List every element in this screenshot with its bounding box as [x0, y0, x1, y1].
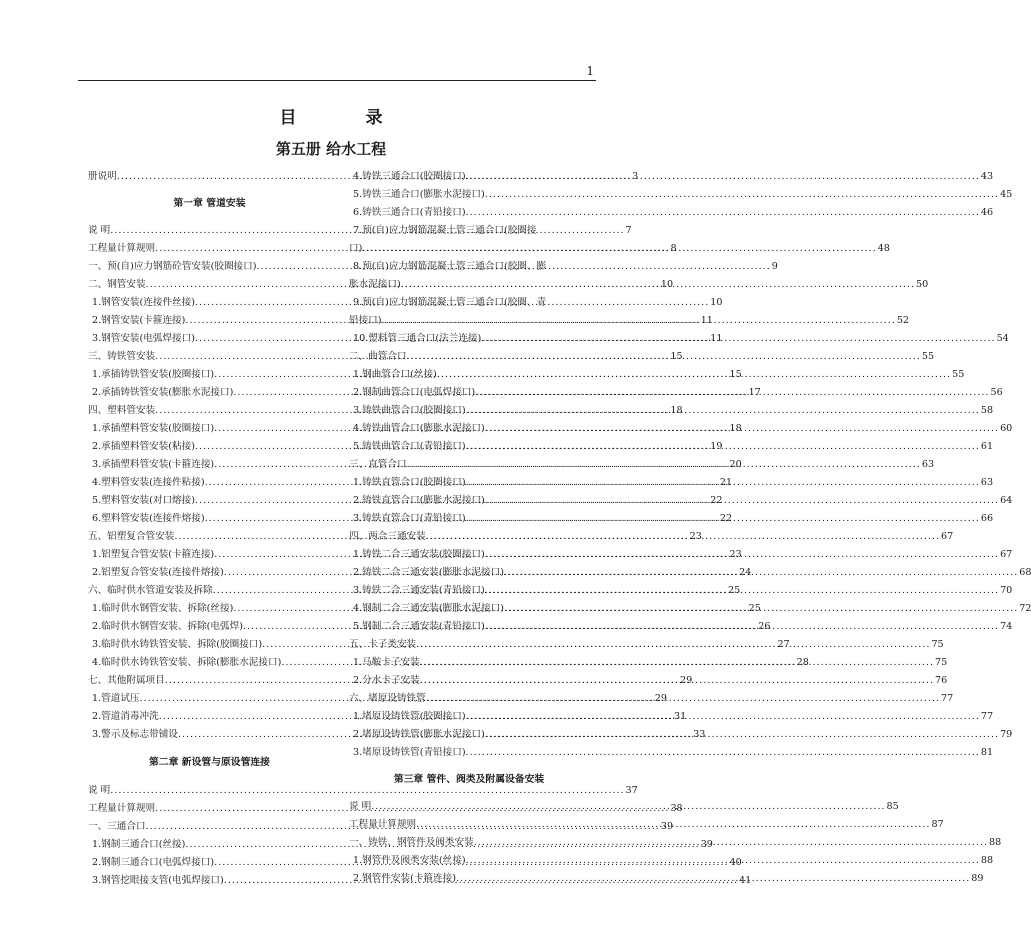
toc-entry-page: 89: [971, 873, 984, 884]
dot-leader: [466, 168, 980, 186]
toc-entry-label: 2.承插塑料管安装(粘接): [92, 441, 195, 452]
toc-entry-page: 45: [1000, 189, 1013, 200]
toc-entry-page: 21: [719, 477, 733, 488]
chapter-heading: 第一章 管道安装: [173, 198, 246, 209]
dot-leader: [437, 366, 951, 384]
toc-entry-page: 7: [625, 225, 632, 236]
toc-entry-label: 5.塑料管安装(对口熔接): [92, 495, 195, 506]
toc-entry-page: 88: [989, 837, 1002, 848]
toc-entry-page: 68: [1019, 567, 1031, 578]
dot-leader: [362, 240, 876, 258]
dot-leader: [485, 618, 999, 636]
toc-entry-label: 3.堵原设铸铁管(青铅接口): [353, 747, 466, 758]
toc-entry-page: 63: [921, 459, 935, 470]
toc-entry-label: 1.铸铁二合三通安装(胶圈接口): [353, 549, 485, 560]
toc-entry-page: 76: [935, 675, 948, 686]
toc-entry-label: 1.马鞍卡子安装: [353, 657, 420, 668]
chapter-heading: 第二章 新设管与原设管连接: [149, 757, 270, 768]
toc-entry-page: 10: [710, 297, 723, 308]
toc-entry-page: 52: [896, 315, 910, 326]
toc-entry-label: 说 明: [88, 225, 111, 236]
document-title: 目 录: [279, 108, 409, 128]
toc-entry-page: 29: [680, 675, 693, 686]
toc-entry-page: 31: [674, 711, 687, 722]
toc-entry-page: 75: [935, 657, 948, 668]
toc-entry-label: 7.预(自)应力钢筋混凝土管三通合口(胶圈接: [353, 225, 537, 236]
toc-entry-label: 1.堵原设铸铁管(胶圈接口): [353, 711, 466, 722]
toc-entry-label: 1.钢管件及阀类安装(丝接): [353, 855, 466, 866]
toc-entry-label: 工程量计算规则: [88, 803, 156, 814]
toc-entry-label: 3.钢管挖眼接支管(电弧焊接口): [92, 875, 224, 886]
header-rule: [78, 80, 596, 81]
spacer: [88, 744, 331, 754]
toc-entry-page: 66: [980, 513, 994, 524]
toc-entry-label: 六、临时供水管道安装及拆除: [88, 585, 213, 596]
volume-title: 第五册 给水工程: [275, 140, 387, 158]
toc-entry-label: 一、铸铁、钢管件及阀类安装: [349, 837, 474, 848]
toc-entry-label: 2.铸铁直管合口(膨胀水泥接口): [353, 495, 485, 506]
toc-entry-page: 75: [931, 639, 944, 650]
toc-entry-page: 41: [739, 875, 752, 886]
toc-entry-page: 77: [941, 693, 954, 704]
toc-entry-label: 2.铝塑复合管安装(连接件熔接): [92, 567, 224, 578]
toc-entry-label: 6.塑料管安装(连接件熔接): [92, 513, 205, 524]
toc-entry-page: 74: [1000, 621, 1013, 632]
toc-entry-label: 一、三通合口: [88, 821, 146, 832]
toc-entry-label: 五、铝塑复合管安装: [88, 531, 175, 542]
toc-entry-label: 4.钢制二合三通安装(膨胀水泥接口): [353, 603, 504, 614]
toc-entry-line1: [349, 222, 589, 240]
toc-entry-label: 9.预(自)应力钢筋混凝土管三通合口(胶圈、青: [353, 297, 547, 308]
toc-entry-page: 55: [921, 351, 935, 362]
toc-entry-label: 七、其他附属项目: [88, 675, 165, 686]
toc-entry-page: 56: [990, 387, 1003, 398]
dot-leader: [504, 564, 1018, 582]
toc-entry-label: 2.钢管件安装(卡箍连接): [353, 873, 456, 884]
dot-leader: [456, 870, 970, 888]
toc-entry-label: 3.临时供水铸铁管安装、拆除(胶圈接口): [92, 639, 263, 650]
toc-entry-page: 23: [689, 531, 702, 542]
toc-entry-label: 3.铸铁曲管合口(胶圈接口): [353, 405, 466, 416]
toc-entry-page: 67: [1000, 549, 1013, 560]
dot-leader: [466, 744, 980, 762]
toc-entry-label-cont: 铅接口): [349, 315, 382, 326]
dot-leader: [420, 672, 934, 690]
toc-entry-label: 3.警示及标志带铺设: [92, 729, 178, 740]
dot-leader: [485, 546, 999, 564]
toc-entry-label: 3.铸铁二合三通安装(青铅接口): [353, 585, 485, 596]
toc-entry-page: 50: [916, 279, 929, 290]
toc-entry-page: 81: [980, 747, 994, 758]
toc-entry-label: 2.分水卡子安装: [353, 675, 420, 686]
toc-entry: [349, 186, 1013, 204]
toc-entry-page: 70: [1000, 585, 1013, 596]
toc-entry-page: 63: [980, 477, 994, 488]
toc-entry-page: 48: [877, 243, 890, 254]
toc-entry-page: 46: [980, 207, 994, 218]
toc-entry-label: 1.钢曲管合口(丝接): [353, 369, 437, 380]
dot-leader: [466, 474, 980, 492]
toc-entry-page: 20: [729, 459, 742, 470]
toc-entry-label: 1.钢管安装(连接件丝接): [92, 297, 195, 308]
toc-entry-label: 1.管道试压: [92, 693, 140, 704]
toc-entry-label: 5.铸铁三通合口(膨胀水泥接口): [353, 189, 485, 200]
toc-entry-page: 79: [1000, 729, 1013, 740]
dot-leader: [466, 402, 980, 420]
page-number: 1: [586, 64, 594, 78]
dot-leader: [416, 636, 930, 654]
toc-entry-line1: [349, 294, 589, 312]
toc-entry-page: 15: [670, 351, 683, 362]
dot-leader: [382, 312, 896, 330]
toc-entry-page: 39: [700, 839, 713, 850]
toc-entry-label: 1.钢制三通合口(丝接): [92, 839, 186, 850]
toc-entry-page: 55: [952, 369, 965, 380]
toc-entry-label: 1.承插塑料管安装(胶圈接口): [92, 423, 215, 434]
toc-entry-label: 4.塑料管安装(连接件粘接): [92, 477, 205, 488]
toc-entry-page: 27: [777, 639, 790, 650]
toc-entry-label: 1.临时供水钢管安装、拆除(丝接): [92, 603, 234, 614]
spacer: [88, 186, 331, 195]
toc-entry-label-cont: 胀水泥接口): [349, 279, 401, 290]
toc-entry-page: 77: [980, 711, 994, 722]
dot-leader: [475, 384, 989, 402]
toc-entry-label: 8.预(自)应力钢筋混凝土管三通合口(胶圈、膨: [353, 261, 547, 272]
toc-entry-page: 19: [710, 441, 723, 452]
toc-entry-label: 2.管道消毒冲洗: [92, 711, 159, 722]
dot-leader: [466, 708, 980, 726]
toc-entry-page: 22: [719, 513, 733, 524]
toc-entry-page: 43: [980, 171, 994, 182]
toc-entry-label: 说 明: [88, 785, 111, 796]
dot-leader: [504, 600, 1018, 618]
toc-entry-label: 三、直管合口: [349, 459, 407, 470]
toc-entry-label: 1.铝塑复合管安装(卡箍连接): [92, 549, 215, 560]
dot-leader: [466, 852, 980, 870]
toc-entry-page: 58: [980, 405, 994, 416]
toc-entry-page: 17: [748, 387, 761, 398]
toc-entry-page: 38: [670, 803, 683, 814]
toc-entry-label: 4.临时供水铸铁管安装、拆除(膨胀水泥接口): [92, 657, 282, 668]
dot-leader: [371, 798, 885, 816]
toc-entry-page: 25: [748, 603, 761, 614]
toc-entry-label: 工程量计算规则: [349, 819, 417, 830]
toc-entry-page: 10: [660, 279, 674, 290]
toc-entry-label: 册说明: [88, 171, 117, 182]
toc-entry: [88, 782, 638, 800]
toc-entry-label: 3.承插塑料管安装(卡箍连接): [92, 459, 215, 470]
toc-entry-label: 2.铸铁二合三通安装(膨胀水泥接口): [353, 567, 504, 578]
toc-entry-page: 22: [710, 495, 723, 506]
toc-entry-page: 39: [660, 821, 674, 832]
toc-entry-page: 54: [996, 333, 1009, 344]
dot-leader: [426, 690, 940, 708]
toc-entry-label-cont: 口): [349, 243, 363, 254]
toc-entry-label: 四、塑料管安装: [88, 405, 156, 416]
toc-entry-page: 85: [886, 801, 899, 812]
dot-leader: [420, 654, 934, 672]
spacer: [88, 213, 331, 222]
toc-entry-page: 29: [654, 693, 668, 704]
toc-entry-page: 3: [632, 171, 639, 182]
toc-entry-page: 25: [728, 585, 741, 596]
dot-leader: [481, 330, 995, 348]
toc-entry-page: 40: [729, 857, 742, 868]
toc-entry-label: 5.钢制二合三通安装(青铅接口): [353, 621, 485, 632]
toc-entry-page: 11: [710, 333, 723, 344]
toc-entry: [349, 204, 994, 222]
toc-entry-label: 说 明: [349, 801, 372, 812]
toc-entry-label: 2.临时供水钢管安装、拆除(电弧焊): [92, 621, 243, 632]
toc-entry-label: 2.钢制曲管合口(电弧焊接口): [353, 387, 476, 398]
toc-entry: [88, 240, 677, 258]
dot-leader: [416, 816, 930, 834]
toc-entry-line1: [349, 258, 589, 276]
toc-entry-label: 3.铸铁直管合口(青铅接口): [353, 513, 466, 524]
toc-entry-page: 11: [700, 315, 713, 326]
toc-entry: [349, 744, 994, 762]
toc-entry-label: 5.铸铁曲管合口(青铅接口): [353, 441, 466, 452]
toc-entry-label: 3.钢管安装(电弧焊接口): [92, 333, 195, 344]
dot-leader: [407, 456, 921, 474]
toc-entry-page: 37: [625, 785, 638, 796]
toc-entry-label: 三、铸铁管安装: [88, 351, 156, 362]
toc-entry-page: 87: [931, 819, 944, 830]
toc-entry-label: 2.钢制三通合口(电弧焊接口): [92, 857, 215, 868]
toc-entry-label: 工程量计算规则: [88, 243, 156, 254]
toc-entry-label: 1.承插铸铁管安装(胶圈接口): [92, 369, 215, 380]
toc-entry-page: 18: [729, 423, 742, 434]
toc-entry-label: 2.承插铸铁管安装(膨胀水泥接口): [92, 387, 234, 398]
toc-entry-page: 28: [796, 657, 809, 668]
toc-entry-page: 67: [941, 531, 954, 542]
dot-leader: [466, 204, 980, 222]
toc-entry-page: 8: [670, 243, 677, 254]
dot-leader: [426, 528, 940, 546]
dot-leader: [485, 186, 999, 204]
dot-leader: [485, 582, 999, 600]
toc-entry-page: 60: [1000, 423, 1013, 434]
dot-leader: [466, 510, 980, 528]
toc-entry-label: 4.铸铁三通合口(胶圈接口): [353, 171, 466, 182]
toc-entry-label: 一、预(自)应力钢筋砼管安装(胶圈接口): [88, 261, 257, 272]
toc-entry-page: 88: [980, 855, 994, 866]
toc-entry-label: 4.铸铁曲管合口(膨胀水泥接口): [353, 423, 485, 434]
dot-leader: [485, 492, 999, 510]
dot-leader: [485, 420, 999, 438]
spacer: [88, 772, 331, 782]
toc-entry-page: 61: [980, 441, 994, 452]
toc-entry-label: 二、曲管合口: [349, 351, 407, 362]
toc-entry-label: 1.铸铁直管合口(胶圈接口): [353, 477, 466, 488]
toc-entry-page: 33: [693, 729, 706, 740]
toc-entry-label: 五、卡子类安装: [349, 639, 417, 650]
dot-leader: [401, 276, 915, 294]
dot-leader: [485, 726, 999, 744]
toc-entry-label: 六、堵原设铸铁管: [349, 693, 426, 704]
dot-leader: [407, 348, 921, 366]
dot-leader: [466, 438, 980, 456]
toc-entry-label: 二、钢管安装: [88, 279, 146, 290]
toc-entry-page: 15: [729, 369, 742, 380]
toc-entry-page: 9: [771, 261, 778, 272]
toc-entry-page: 26: [758, 621, 771, 632]
toc-entry-label: 2.堵原设铸铁管(膨胀水泥接口): [353, 729, 485, 740]
toc-entry: [349, 168, 994, 186]
toc-entry: [349, 240, 890, 258]
toc-entry-page: 72: [1019, 603, 1031, 614]
toc-entry-page: 64: [1000, 495, 1013, 506]
toc-entry-label: 10.塑料管三通合口(法兰连接): [353, 333, 482, 344]
toc-entry-label: 2.钢管安装(卡箍连接): [92, 315, 186, 326]
spacer: [349, 789, 589, 798]
toc-entry-page: 24: [739, 567, 752, 578]
dot-leader: [474, 834, 988, 852]
toc-entry-page: 18: [670, 405, 683, 416]
toc-entry-label: 6.铸铁三通合口(青铅接口): [353, 207, 466, 218]
toc-entry-label: 四、两合三通安装: [349, 531, 426, 542]
spacer: [349, 762, 589, 771]
chapter-heading: 第三章 管件、阀类及附属设备安装: [393, 774, 545, 785]
toc-entry-page: 23: [729, 549, 742, 560]
